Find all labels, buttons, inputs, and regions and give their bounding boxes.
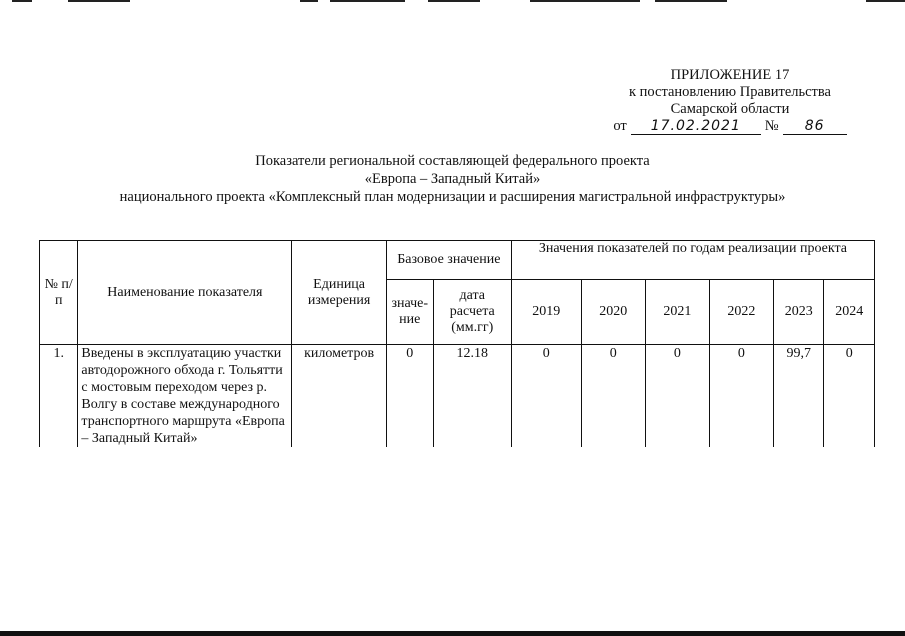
title-line-1: Показатели региональной составляющей федерального проекта xyxy=(255,153,650,169)
table-row xyxy=(40,345,875,448)
header-num: № п/п xyxy=(40,241,78,345)
row-indicator-name xyxy=(78,345,292,448)
row-base-date: 12.18 xyxy=(433,345,511,448)
row-base-value: 0 xyxy=(386,345,433,448)
indicators-table xyxy=(39,240,875,447)
title-line-2: «Европа – Западный Китай» xyxy=(364,171,541,187)
scan-edge-bottom xyxy=(0,631,905,636)
row-indicator-text: Введены в эксплуатацию участки автодорожного обхода г. Тольятти с мостовым переходом через р. Волгу в составе международного транспортного маршрута «Европа – Западный Китай» xyxy=(81,346,285,446)
header-year-2019: 2019 xyxy=(511,280,581,345)
header-name: Наименование показателя xyxy=(78,241,292,345)
header-year-2024: 2024 xyxy=(824,280,875,345)
header-year-2023: 2023 xyxy=(773,280,823,345)
title-line-3: национального проекта «Комплексный план модернизации и расширения магистральной инфраструктуры» xyxy=(119,189,786,205)
decree-number-prefix: № xyxy=(764,118,779,134)
row-value-2021: 0 xyxy=(645,345,709,448)
document-title xyxy=(0,152,905,206)
header-row-1 xyxy=(40,241,875,280)
header-base-value: значе-ние xyxy=(386,280,433,345)
decree-date: 17.02.2021 xyxy=(631,119,761,135)
header-base-date: дата расчета (мм.гг) xyxy=(433,280,511,345)
header-base-group: Базовое значение xyxy=(386,241,511,280)
row-value-2019: 0 xyxy=(511,345,581,448)
row-value-2022: 0 xyxy=(709,345,773,448)
row-value-2024: 0 xyxy=(824,345,875,448)
header-year-2021: 2021 xyxy=(645,280,709,345)
row-value-2023: 99,7 xyxy=(773,345,823,448)
header-year-2020: 2020 xyxy=(581,280,645,345)
appendix-block xyxy=(610,67,850,135)
header-years-group: Значения показателей по годам реализации проекта xyxy=(511,241,874,280)
appendix-decree-line: к постановлению Правительства xyxy=(629,84,831,100)
row-unit: километров xyxy=(292,345,386,448)
header-unit: Единица измерения xyxy=(292,241,386,345)
header-year-2022: 2022 xyxy=(709,280,773,345)
decree-reference xyxy=(613,118,846,135)
appendix-region-line: Самарской области xyxy=(670,101,790,117)
scan-edge-top xyxy=(0,0,905,2)
row-value-2020: 0 xyxy=(581,345,645,448)
appendix-title: ПРИЛОЖЕНИЕ 17 xyxy=(670,67,790,83)
row-num: 1. xyxy=(40,345,78,448)
decree-number: 86 xyxy=(783,119,847,135)
decree-date-prefix: от xyxy=(613,118,627,134)
